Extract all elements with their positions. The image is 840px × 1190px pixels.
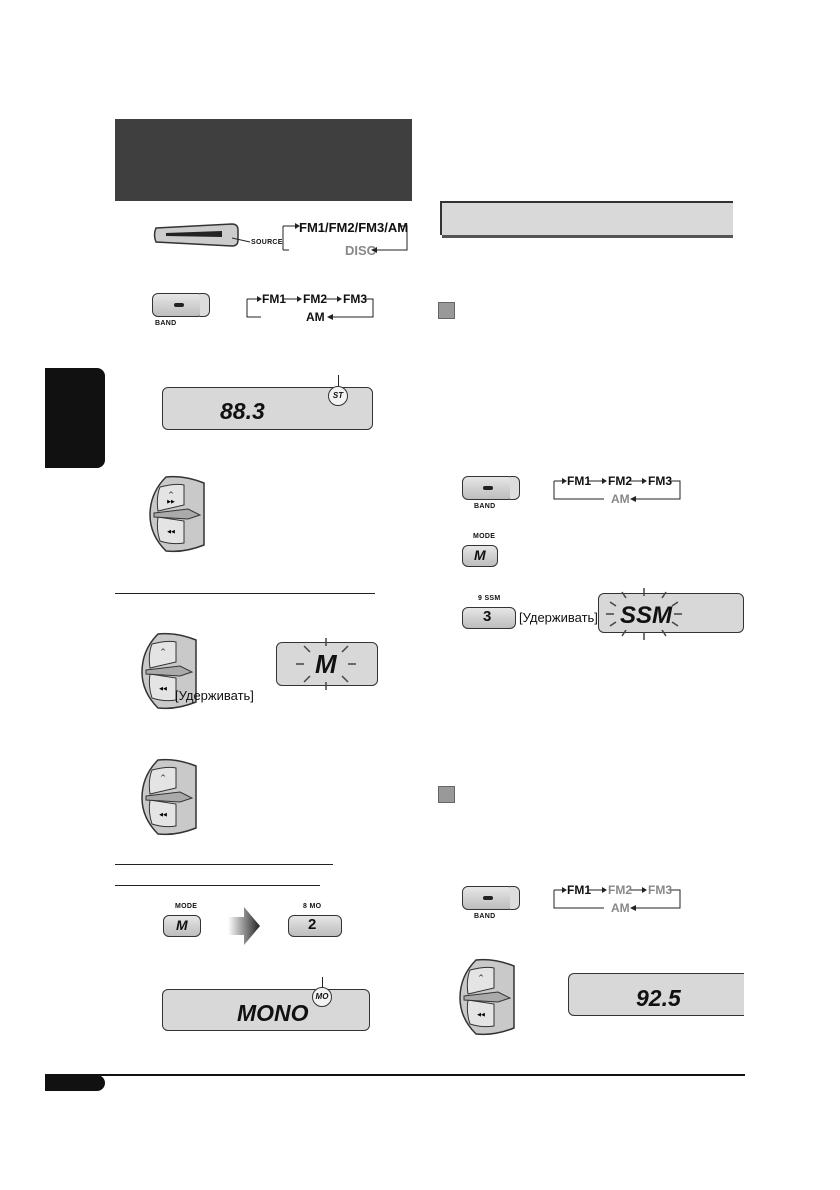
steering-remote-control-4[interactable] xyxy=(458,958,520,1036)
band-label: BAND xyxy=(155,320,177,327)
band-label-2: BAND xyxy=(474,503,496,510)
lcd-mono-text: MONO xyxy=(237,1000,309,1026)
bottom-rule xyxy=(45,1074,745,1076)
svg-text:^: ^ xyxy=(160,774,166,782)
hold-text-1: [Удерживать] xyxy=(175,688,254,703)
band-button-edge xyxy=(200,293,210,317)
steering-remote-control-3[interactable] xyxy=(140,758,202,836)
lcd-ssm-text: SSM xyxy=(620,602,673,629)
ssm-preset-label: 9 SSM xyxy=(478,595,501,602)
band-button-dash xyxy=(174,303,184,307)
mode-button-1-m: M xyxy=(176,917,188,933)
lcd-freq1-text: 88.3 xyxy=(220,398,265,424)
svg-text:◀◀: ◀◀ xyxy=(477,1012,485,1018)
band-button-3-dash xyxy=(483,896,493,900)
st-indicator: ST xyxy=(328,386,348,406)
source-label: SOURCE xyxy=(251,239,283,246)
steering-remote-control-1[interactable] xyxy=(148,475,210,553)
band-label-3: BAND xyxy=(474,913,496,920)
band2-fm2: FM2 xyxy=(608,474,632,488)
step-square-1 xyxy=(438,302,455,319)
svg-text:◀◀: ◀◀ xyxy=(159,686,167,692)
mode-label-1: MODE xyxy=(175,903,198,910)
band-button-2-dash xyxy=(483,486,493,490)
divider-2 xyxy=(115,864,333,865)
band2-fm3: FM3 xyxy=(648,474,672,488)
arrow-right-icon xyxy=(228,905,262,947)
band1-fm2: FM2 xyxy=(303,292,327,306)
mo-indicator: MO xyxy=(312,987,332,1007)
st-leader xyxy=(338,375,339,386)
mo-preset-label: 8 MO xyxy=(303,903,322,910)
mode-button-2-m: M xyxy=(474,547,486,563)
band3-fm1: FM1 xyxy=(567,883,591,897)
language-side-tab xyxy=(45,368,105,468)
source-sequence-disc: DISC xyxy=(345,243,377,258)
mode-label-2: MODE xyxy=(473,533,496,540)
svg-text:^: ^ xyxy=(168,491,174,499)
svg-text:◀◀: ◀◀ xyxy=(167,529,175,535)
divider-1 xyxy=(115,593,375,594)
hold-text-2: [Удерживать] xyxy=(519,610,598,625)
band2-fm1: FM1 xyxy=(567,474,591,488)
band3-fm3: FM3 xyxy=(648,883,672,897)
lcd-m-text: M xyxy=(315,649,337,679)
source-button[interactable] xyxy=(152,220,242,250)
step-square-2 xyxy=(438,786,455,803)
lcd-freq2-text: 92.5 xyxy=(636,985,681,1011)
band-button-3-edge xyxy=(510,886,520,910)
ssm-button-key: 3 xyxy=(483,608,492,625)
svg-text:◀◀: ◀◀ xyxy=(159,812,167,818)
band1-fm3: FM3 xyxy=(343,292,367,306)
band2-am: AM xyxy=(611,492,630,506)
section-heading-bar xyxy=(440,201,733,235)
svg-text:▶▶: ▶▶ xyxy=(167,499,175,505)
source-leader-line xyxy=(232,236,252,244)
band3-fm2: FM2 xyxy=(608,883,632,897)
svg-text:^: ^ xyxy=(160,648,166,656)
band1-fm1: FM1 xyxy=(262,292,286,306)
divider-3 xyxy=(115,885,320,886)
source-sequence-main: FM1/FM2/FM3/AM xyxy=(299,220,409,235)
mo-leader xyxy=(322,977,323,987)
band3-am: AM xyxy=(611,901,630,915)
band1-am: AM xyxy=(306,310,325,324)
section-title-block xyxy=(115,119,412,201)
band-button-2-edge xyxy=(510,476,520,500)
mo-button-key: 2 xyxy=(308,916,317,933)
page-number-tab xyxy=(45,1075,105,1091)
svg-text:^: ^ xyxy=(478,974,484,982)
